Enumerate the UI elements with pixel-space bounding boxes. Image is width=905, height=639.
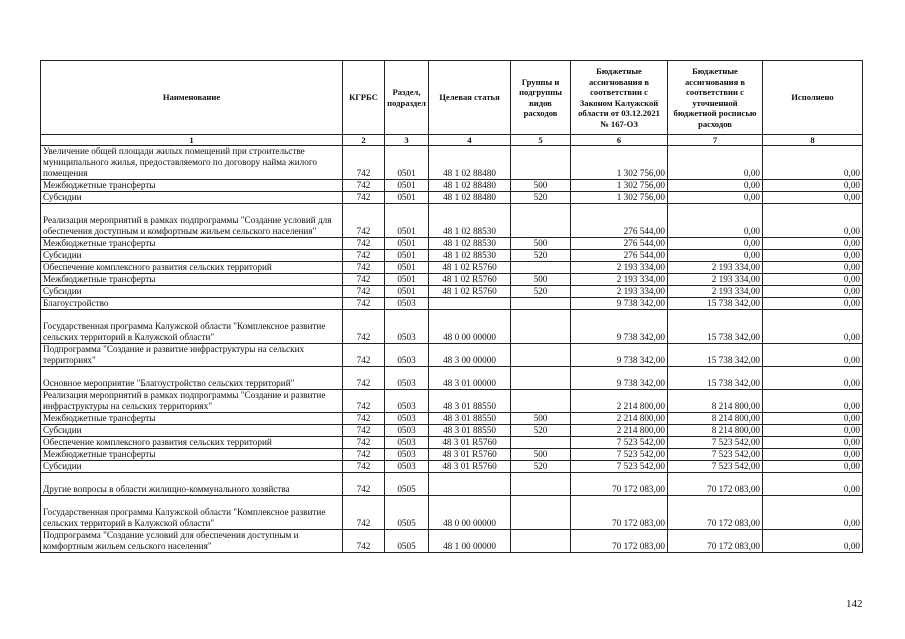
row-group-cell: 500: [511, 238, 571, 250]
row-group-cell: 500: [511, 274, 571, 286]
row-name-cell: Субсидии: [41, 461, 343, 473]
row-law-amount-cell: 2 214 800,00: [571, 425, 668, 437]
row-kgrbs-cell: 742: [343, 204, 385, 238]
column-number: 2: [343, 135, 385, 146]
row-target-cell: 48 1 02 88530: [429, 204, 511, 238]
row-group-cell: [511, 298, 571, 310]
row-refined-amount-cell: 0,00: [668, 204, 763, 238]
row-done-amount-cell: 0,00: [763, 274, 863, 286]
table-row: [41, 449, 863, 461]
row-law-amount-cell: 1 302 756,00: [571, 146, 668, 180]
row-done-amount-cell: 0,00: [763, 180, 863, 192]
row-refined-amount-cell: 7 523 542,00: [668, 437, 763, 449]
row-refined-amount-cell: 7 523 542,00: [668, 461, 763, 473]
row-kgrbs-cell: 742: [343, 238, 385, 250]
row-kgrbs-cell: 742: [343, 310, 385, 344]
row-target-cell: 48 1 02 88480: [429, 146, 511, 180]
column-number: 6: [571, 135, 668, 146]
row-kgrbs-cell: 742: [343, 298, 385, 310]
row-target-cell: 48 3 01 88550: [429, 413, 511, 425]
table-row: [41, 286, 863, 298]
header-refined: Бюджетные ассигнования в соответствии с уточненной бюджетной росписью расходов: [668, 61, 763, 135]
row-refined-amount-cell: 2 193 334,00: [668, 274, 763, 286]
row-name-cell: Реализация мероприятий в рамках подпрограммы "Создание условий для обеспечения доступным и комфортным жильем сельского населения": [41, 204, 343, 238]
row-section-cell: 0503: [385, 390, 429, 413]
row-group-cell: [511, 310, 571, 344]
row-kgrbs-cell: 742: [343, 192, 385, 204]
header-kgrbs: КГРБС: [343, 61, 385, 135]
row-law-amount-cell: 1 302 756,00: [571, 180, 668, 192]
row-section-cell: 0501: [385, 204, 429, 238]
table-row: [41, 262, 863, 274]
row-refined-amount-cell: 15 738 342,00: [668, 367, 763, 390]
row-kgrbs-cell: 742: [343, 180, 385, 192]
row-name-cell: Другие вопросы в области жилищно-коммунального хозяйства: [41, 473, 343, 496]
row-refined-amount-cell: 8 214 800,00: [668, 425, 763, 437]
row-refined-amount-cell: 0,00: [668, 250, 763, 262]
row-group-cell: [511, 204, 571, 238]
row-group-cell: 500: [511, 449, 571, 461]
row-name-cell: Межбюджетные трансферты: [41, 449, 343, 461]
header-target: Целевая статья: [429, 61, 511, 135]
row-name-cell: Обеспечение комплексного развития сельских территорий: [41, 262, 343, 274]
row-done-amount-cell: 0,00: [763, 238, 863, 250]
row-name-cell: Государственная программа Калужской области "Комплексное развитие сельских территорий в Калужской области": [41, 310, 343, 344]
budget-table-sheet: [40, 60, 862, 553]
row-law-amount-cell: 70 172 083,00: [571, 530, 668, 553]
row-target-cell: 48 3 00 00000: [429, 344, 511, 367]
row-group-cell: [511, 146, 571, 180]
row-done-amount-cell: 0,00: [763, 192, 863, 204]
row-target-cell: 48 1 02 88480: [429, 192, 511, 204]
row-target-cell: 48 1 02 88530: [429, 250, 511, 262]
row-group-cell: [511, 496, 571, 530]
column-number: 3: [385, 135, 429, 146]
row-name-cell: Государственная программа Калужской области "Комплексное развитие сельских территорий в Калужской области": [41, 496, 343, 530]
table-row: [41, 344, 863, 367]
row-law-amount-cell: 70 172 083,00: [571, 496, 668, 530]
row-law-amount-cell: 7 523 542,00: [571, 449, 668, 461]
column-number-row: [41, 135, 863, 146]
page-number: 142: [846, 598, 863, 610]
table-row: [41, 274, 863, 286]
row-group-cell: [511, 530, 571, 553]
row-done-amount-cell: 0,00: [763, 298, 863, 310]
table-body: [41, 146, 863, 553]
row-name-cell: Субсидии: [41, 192, 343, 204]
row-done-amount-cell: 0,00: [763, 530, 863, 553]
row-law-amount-cell: 9 738 342,00: [571, 344, 668, 367]
header-section: Раздел, подраздел: [385, 61, 429, 135]
row-done-amount-cell: 0,00: [763, 204, 863, 238]
row-law-amount-cell: 9 738 342,00: [571, 298, 668, 310]
row-section-cell: 0503: [385, 298, 429, 310]
row-refined-amount-cell: 0,00: [668, 192, 763, 204]
row-kgrbs-cell: 742: [343, 286, 385, 298]
row-law-amount-cell: 2 214 800,00: [571, 413, 668, 425]
row-group-cell: 520: [511, 461, 571, 473]
row-kgrbs-cell: 742: [343, 437, 385, 449]
row-target-cell: 48 1 00 00000: [429, 530, 511, 553]
row-refined-amount-cell: 0,00: [668, 238, 763, 250]
row-refined-amount-cell: 8 214 800,00: [668, 390, 763, 413]
row-kgrbs-cell: 742: [343, 344, 385, 367]
row-section-cell: 0503: [385, 437, 429, 449]
row-group-cell: [511, 437, 571, 449]
row-target-cell: 48 1 02 88480: [429, 180, 511, 192]
table-row: [41, 496, 863, 530]
row-done-amount-cell: 0,00: [763, 250, 863, 262]
row-name-cell: Межбюджетные трансферты: [41, 413, 343, 425]
row-target-cell: 48 0 00 00000: [429, 496, 511, 530]
row-name-cell: Субсидии: [41, 286, 343, 298]
table-row: [41, 437, 863, 449]
row-refined-amount-cell: 2 193 334,00: [668, 286, 763, 298]
row-done-amount-cell: 0,00: [763, 344, 863, 367]
row-name-cell: Межбюджетные трансферты: [41, 238, 343, 250]
row-refined-amount-cell: 2 193 334,00: [668, 262, 763, 274]
row-group-cell: 520: [511, 250, 571, 262]
row-law-amount-cell: 276 544,00: [571, 204, 668, 238]
row-group-cell: 500: [511, 413, 571, 425]
header-done: Исполнено: [763, 61, 863, 135]
row-kgrbs-cell: 742: [343, 390, 385, 413]
row-section-cell: 0501: [385, 192, 429, 204]
row-name-cell: Реализация мероприятий в рамках подпрограммы "Создание и развитие инфраструктуры на сельских территориях": [41, 390, 343, 413]
row-kgrbs-cell: 742: [343, 530, 385, 553]
row-group-cell: 520: [511, 286, 571, 298]
budget-table: [40, 60, 863, 553]
row-section-cell: 0503: [385, 425, 429, 437]
row-group-cell: [511, 262, 571, 274]
row-target-cell: [429, 298, 511, 310]
row-target-cell: 48 1 02 R5760: [429, 262, 511, 274]
row-name-cell: Подпрограмма "Создание и развитие инфраструктуры на сельских территориях": [41, 344, 343, 367]
row-name-cell: Увеличение общей площади жилых помещений при строительстве муниципального жилья, предоставляемого по договору найма жилого помещения: [41, 146, 343, 180]
column-number: 8: [763, 135, 863, 146]
table-row: [41, 367, 863, 390]
row-section-cell: 0505: [385, 530, 429, 553]
row-name-cell: Обеспечение комплексного развития сельских территорий: [41, 437, 343, 449]
row-law-amount-cell: 276 544,00: [571, 238, 668, 250]
row-refined-amount-cell: 0,00: [668, 146, 763, 180]
row-done-amount-cell: 0,00: [763, 473, 863, 496]
column-number: 1: [41, 135, 343, 146]
table-row: [41, 180, 863, 192]
row-name-cell: Подпрограмма "Создание условий для обеспечения доступным и комфортным жильем сельского населения": [41, 530, 343, 553]
row-done-amount-cell: 0,00: [763, 146, 863, 180]
row-target-cell: 48 1 02 R5760: [429, 274, 511, 286]
row-done-amount-cell: 0,00: [763, 262, 863, 274]
table-row: [41, 298, 863, 310]
row-refined-amount-cell: 70 172 083,00: [668, 496, 763, 530]
row-section-cell: 0501: [385, 146, 429, 180]
row-refined-amount-cell: 0,00: [668, 180, 763, 192]
row-refined-amount-cell: 15 738 342,00: [668, 298, 763, 310]
table-row: [41, 530, 863, 553]
row-law-amount-cell: 2 193 334,00: [571, 262, 668, 274]
row-kgrbs-cell: 742: [343, 146, 385, 180]
row-target-cell: 48 1 02 88530: [429, 238, 511, 250]
row-law-amount-cell: 70 172 083,00: [571, 473, 668, 496]
row-target-cell: 48 0 00 00000: [429, 310, 511, 344]
row-section-cell: 0503: [385, 344, 429, 367]
table-row: [41, 425, 863, 437]
table-row: [41, 310, 863, 344]
row-target-cell: [429, 473, 511, 496]
row-done-amount-cell: 0,00: [763, 286, 863, 298]
row-done-amount-cell: 0,00: [763, 413, 863, 425]
header-groups: Группы и подгруппы видов расходов: [511, 61, 571, 135]
row-refined-amount-cell: 70 172 083,00: [668, 530, 763, 553]
row-kgrbs-cell: 742: [343, 262, 385, 274]
row-group-cell: [511, 473, 571, 496]
row-refined-amount-cell: 15 738 342,00: [668, 344, 763, 367]
row-section-cell: 0501: [385, 262, 429, 274]
row-kgrbs-cell: 742: [343, 425, 385, 437]
row-refined-amount-cell: 7 523 542,00: [668, 449, 763, 461]
row-done-amount-cell: 0,00: [763, 425, 863, 437]
row-law-amount-cell: 2 193 334,00: [571, 274, 668, 286]
row-law-amount-cell: 7 523 542,00: [571, 437, 668, 449]
row-section-cell: 0505: [385, 473, 429, 496]
row-section-cell: 0501: [385, 286, 429, 298]
row-name-cell: Благоустройство: [41, 298, 343, 310]
row-section-cell: 0503: [385, 310, 429, 344]
row-section-cell: 0501: [385, 274, 429, 286]
row-law-amount-cell: 7 523 542,00: [571, 461, 668, 473]
row-done-amount-cell: 0,00: [763, 449, 863, 461]
row-name-cell: Субсидии: [41, 425, 343, 437]
row-target-cell: 48 3 01 R5760: [429, 461, 511, 473]
table-row: [41, 146, 863, 180]
row-refined-amount-cell: 70 172 083,00: [668, 473, 763, 496]
row-done-amount-cell: 0,00: [763, 390, 863, 413]
row-section-cell: 0503: [385, 449, 429, 461]
row-group-cell: 520: [511, 192, 571, 204]
row-kgrbs-cell: 742: [343, 367, 385, 390]
table-row: [41, 473, 863, 496]
row-done-amount-cell: 0,00: [763, 310, 863, 344]
row-done-amount-cell: 0,00: [763, 367, 863, 390]
row-law-amount-cell: 9 738 342,00: [571, 367, 668, 390]
row-section-cell: 0501: [385, 238, 429, 250]
row-group-cell: [511, 390, 571, 413]
row-kgrbs-cell: 742: [343, 250, 385, 262]
row-group-cell: 520: [511, 425, 571, 437]
row-kgrbs-cell: 742: [343, 449, 385, 461]
row-kgrbs-cell: 742: [343, 496, 385, 530]
header-law: Бюджетные ассигнования в соответствии с Законом Калужской области от 03.12.2021 № 167-ОЗ: [571, 61, 668, 135]
header-name: Наименование: [41, 61, 343, 135]
row-refined-amount-cell: 15 738 342,00: [668, 310, 763, 344]
column-number: 4: [429, 135, 511, 146]
row-section-cell: 0505: [385, 496, 429, 530]
table-row: [41, 204, 863, 238]
row-law-amount-cell: 2 214 800,00: [571, 390, 668, 413]
row-law-amount-cell: 9 738 342,00: [571, 310, 668, 344]
row-target-cell: 48 3 01 R5760: [429, 449, 511, 461]
table-row: [41, 413, 863, 425]
table-header-row: [41, 61, 863, 135]
row-section-cell: 0501: [385, 180, 429, 192]
row-law-amount-cell: 276 544,00: [571, 250, 668, 262]
table-row: [41, 250, 863, 262]
table-row: [41, 390, 863, 413]
row-law-amount-cell: 2 193 334,00: [571, 286, 668, 298]
row-group-cell: [511, 367, 571, 390]
row-section-cell: 0503: [385, 461, 429, 473]
column-number: 7: [668, 135, 763, 146]
row-target-cell: 48 1 02 R5760: [429, 286, 511, 298]
table-row: [41, 192, 863, 204]
row-target-cell: 48 3 01 88550: [429, 390, 511, 413]
row-refined-amount-cell: 8 214 800,00: [668, 413, 763, 425]
row-done-amount-cell: 0,00: [763, 496, 863, 530]
row-kgrbs-cell: 742: [343, 413, 385, 425]
row-name-cell: Основное мероприятие "Благоустройство сельских территорий": [41, 367, 343, 390]
row-done-amount-cell: 0,00: [763, 461, 863, 473]
table-row: [41, 238, 863, 250]
row-target-cell: 48 3 01 00000: [429, 367, 511, 390]
table-row: [41, 461, 863, 473]
row-target-cell: 48 3 01 R5760: [429, 437, 511, 449]
row-group-cell: [511, 344, 571, 367]
row-done-amount-cell: 0,00: [763, 437, 863, 449]
row-section-cell: 0501: [385, 250, 429, 262]
row-group-cell: 500: [511, 180, 571, 192]
row-section-cell: 0503: [385, 367, 429, 390]
row-section-cell: 0503: [385, 413, 429, 425]
column-number: 5: [511, 135, 571, 146]
row-kgrbs-cell: 742: [343, 473, 385, 496]
row-name-cell: Межбюджетные трансферты: [41, 180, 343, 192]
row-kgrbs-cell: 742: [343, 461, 385, 473]
row-target-cell: 48 3 01 88550: [429, 425, 511, 437]
row-name-cell: Субсидии: [41, 250, 343, 262]
row-law-amount-cell: 1 302 756,00: [571, 192, 668, 204]
row-kgrbs-cell: 742: [343, 274, 385, 286]
row-name-cell: Межбюджетные трансферты: [41, 274, 343, 286]
